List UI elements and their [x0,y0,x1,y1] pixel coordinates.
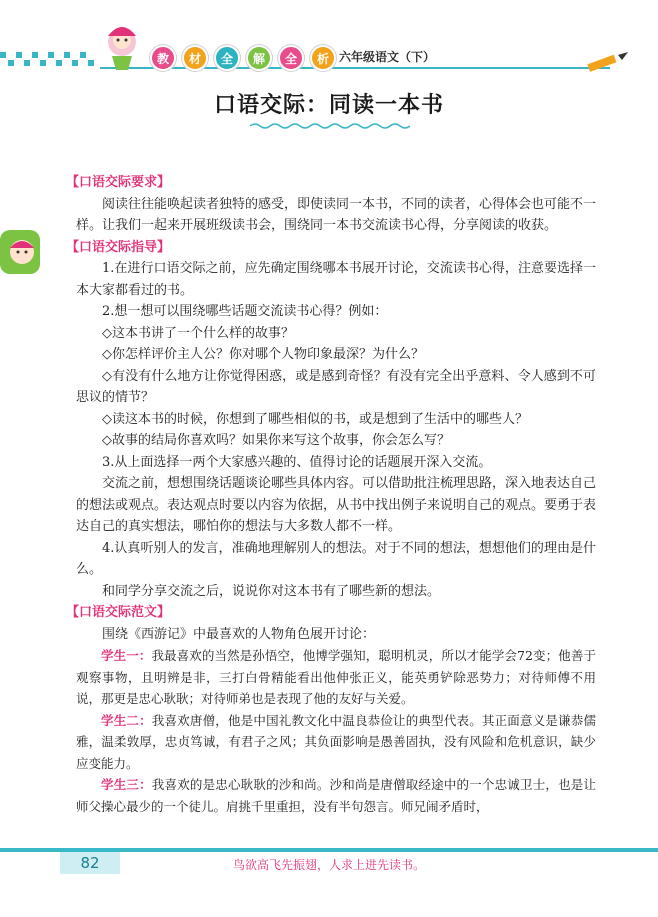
paragraph: 阅读往往能唤起读者独特的感受，即使读同一本书，不同的读者，心得体会也可能不一样。让我们一起来开展班级读书会，围绕同一本书交流读书心得，分享阅读的收获。 [76,196,597,233]
student-text: 我喜欢的是忠心耿耿的沙和尚。沙和尚是唐僧取经途中的一个忠诚卫士，也是让师父操心最少的一个徒儿。肩挑千里重担，没有半句怨言。师兄闹矛盾时， [76,777,596,814]
student-label: 学生一： [101,648,152,663]
series-char: 教 [150,45,176,71]
sample-paragraph [76,645,596,710]
series-char: 材 [182,45,208,71]
paragraph: ◇这本书讲了一个什么样的故事？ [102,325,294,341]
footer-motto: 鸟欲高飞先振翅，人求上进先读书。 [232,858,425,872]
series-char: 析 [310,45,336,71]
title-underline-decoration [250,122,410,130]
paragraph: ◇有没有什么地方让你觉得困惑，或是感到奇怪？有没有完全出乎意料、令人感到不可思议的情节？ [76,368,596,405]
paragraph: 2.想一想可以围绕哪些话题交流读书心得？例如： [102,304,388,319]
sample-paragraph [76,710,596,775]
grade-subject: 六年级语文（下） [339,50,436,64]
section-heading: 【口语交际要求】 [66,175,171,190]
sample-intro: 围绕《西游记》中最喜欢的人物角色展开讨论： [102,626,376,642]
main-content [66,172,597,817]
paragraph: 和同学分享交流之后，说说你对这本书有了哪些新的想法。 [102,583,441,599]
page-number: 82 [60,852,120,874]
section-heading: 【口语交际范文】 [66,605,171,620]
mascot-side-icon [0,230,40,274]
paragraph: 1.在进行口语交际之前，应先确定围绕哪本书展开讨论，交流读书心得，注意要选择一本大家都看过的书。 [76,261,596,298]
student-text: 我最喜欢的当然是孙悟空，他博学强知，聪明机灵，所以才能学会72变；他善于观察事物，且明辨是非，三打白骨精能看出他伸张正义，能英勇铲除恶势力；对待师傅不用说，那更是忠心耿耿；对待师弟也是表现了他的友好与关爱。 [76,648,596,706]
student-label: 学生三： [101,777,152,792]
series-char: 全 [278,45,304,71]
series-char: 解 [246,45,272,71]
series-char: 全 [214,45,240,71]
page-title: 口语交际：同读一本书 [213,93,444,118]
mascot-icon [108,27,136,70]
student-label: 学生二： [101,712,152,728]
paragraph: ◇读这本书的时候，你想到了哪些相似的书，或是想到了生活中的哪些人？ [102,411,528,427]
paragraph: ◇故事的结局你喜欢吗？如果你来写这个故事，你会怎么写？ [102,433,450,448]
paragraph: 3.从上面选择一两个大家感兴趣的、值得讨论的话题展开深入交流。 [102,454,492,470]
paragraph: 交流之前，想想围绕话题谈论哪些具体内容。可以借助批注梳理思路，深入地表达自己的想法或观点。表达观点时要以内容为依据，从书中找出例子来说明自己的观点。要勇于表达自己的真实想法，哪怕你的想法与大多数人都不一样。 [76,476,597,534]
section-heading: 【口语交际指导】 [66,239,171,255]
sample-paragraph [76,774,596,817]
student-text: 我喜欢唐僧，他是中国礼教文化中温良恭俭让的典型代表。其正面意义是谦恭儒雅，温柔敦厚，忠贞笃诚，有君子之风；其负面影响是愚善固执，没有风险和危机意识，缺少应变能力。 [76,712,596,771]
series-title [150,45,336,71]
paragraph: ◇你怎样评价主人公？你对哪个人物印象最深？为什么？ [102,347,424,362]
paragraph: 4.认真听别人的发言，准确地理解别人的想法。对于不同的想法，想想他们的理由是什么。 [76,540,596,577]
